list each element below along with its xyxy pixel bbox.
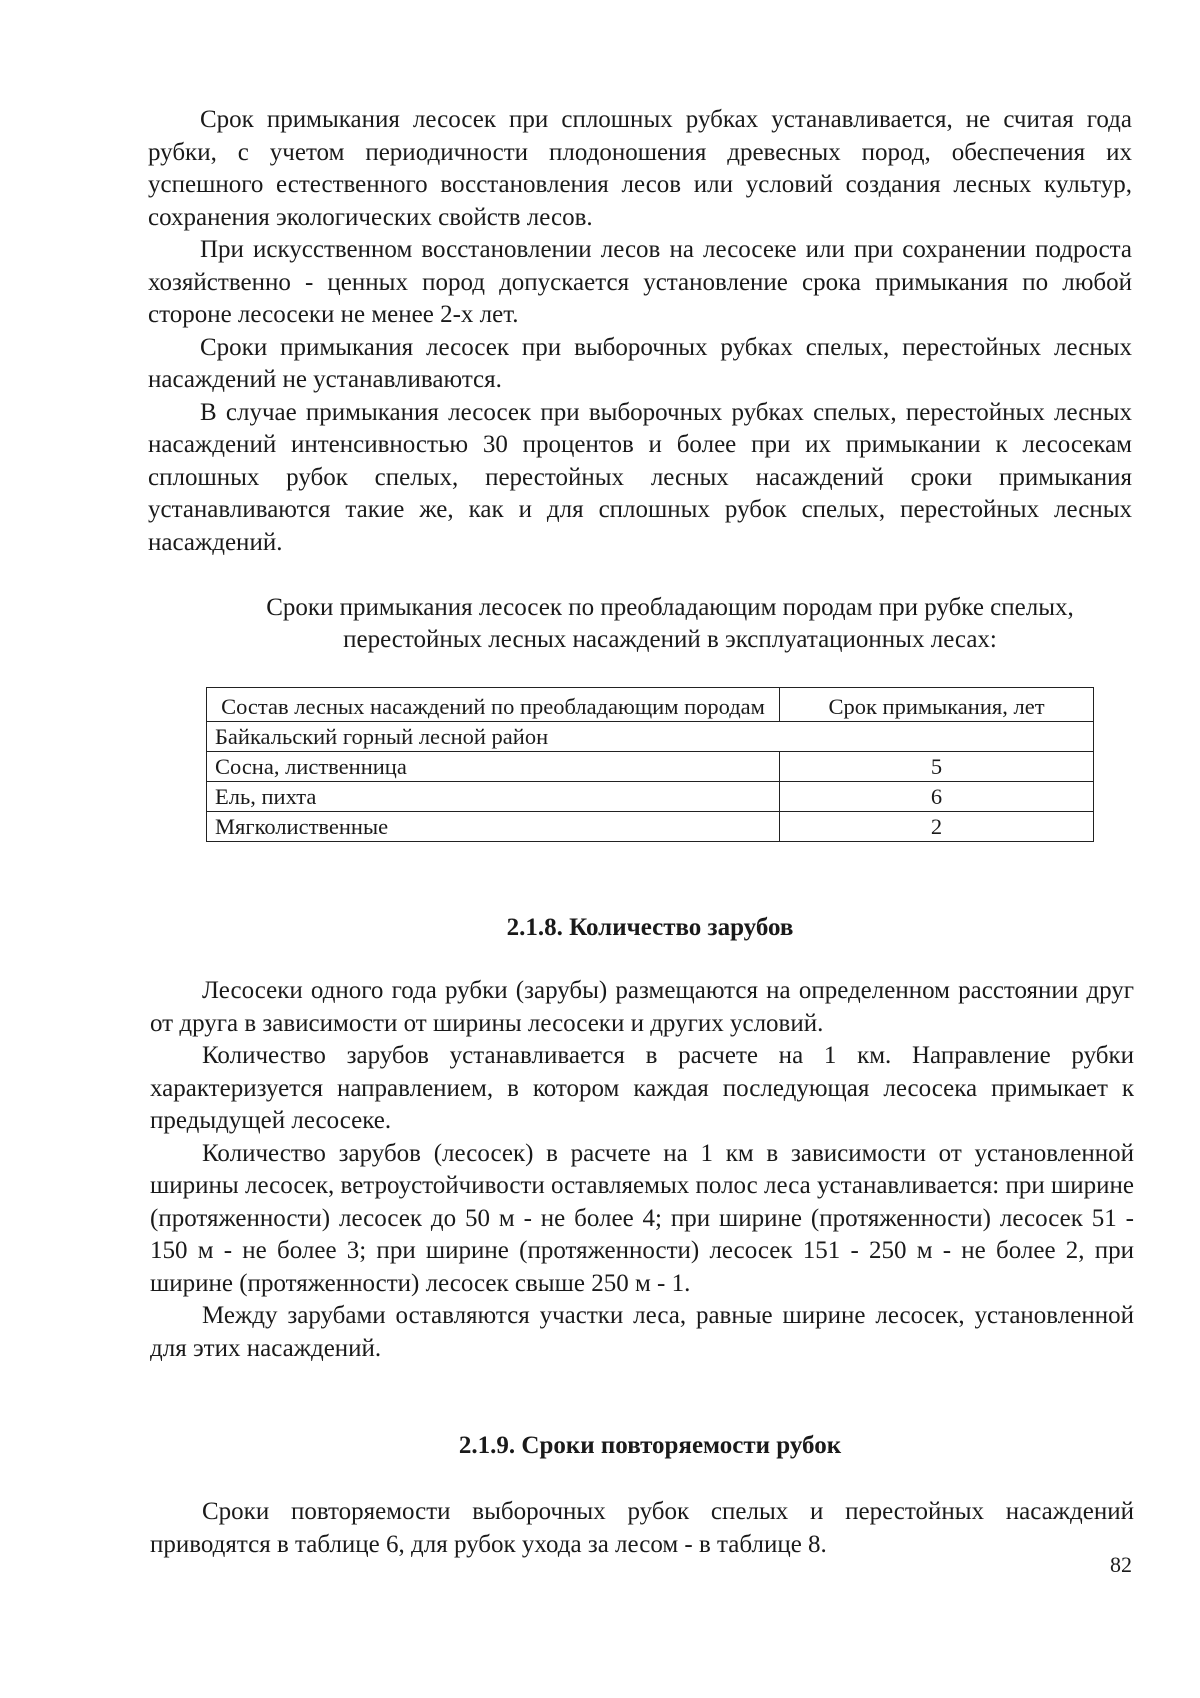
table-caption (190, 592, 1150, 656)
table-row (207, 782, 1094, 812)
table-cell-years: 5 (780, 752, 1094, 782)
table-row (207, 752, 1094, 782)
section-heading-2-1-9: 2.1.9. Сроки повторяемости рубок (458, 1432, 842, 1459)
paragraph: Количество зарубов (лесосек) в расчете на 1 км в зависимости от установленной ширины лесосек, ветроустойчивости оставляемых полос леса устанавливается: при ширине (протяженности) лесосек до 50 м - не более 4; при ширине (протяженности) лесосек 51 - 150 м - не более 3; при ширине (протяженности) лесосек 151 - 250 м - не более 2, при ширине (протяженности) лесосек свыше 250 м - 1. (150, 1139, 1134, 1297)
page-number: 82 (1110, 1552, 1132, 1577)
table-region: Байкальский горный лесной район (207, 722, 1094, 752)
table-cell-species: Ель, пихта (207, 782, 780, 812)
paragraph: Количество зарубов устанавливается в расчете на 1 км. Направление рубки характеризуется направлением, в котором каждая последующая лесосека примыкает к предыдущей лесосеке. (150, 1042, 1134, 1134)
paragraph: Лесосеки одного года рубки (зарубы) размещаются на определенном расстоянии друг от друга в зависимости от ширины лесосеки и других условий. (150, 977, 1134, 1037)
table-cell-species: Мягколиственные (207, 812, 780, 842)
adjacency-table (206, 687, 1094, 842)
paragraph: Сроки повторяемости выборочных рубок спелых и перестойных насаждений приводятся в таблице 6, для рубок ухода за лесом - в таблице 8. (150, 1498, 1134, 1558)
paragraph: Между зарубами оставляются участки леса, равные ширине лесосек, установленной для этих насаждений. (150, 1302, 1134, 1362)
section-heading-2-1-8: 2.1.8. Количество зарубов (506, 914, 794, 941)
paragraph: При искусственном восстановлении лесов на лесосеке или при сохранении подроста хозяйственно - ценных пород допускается установление срока примыкания по любой стороне лесосеки не менее 2-х лет. (148, 236, 1132, 328)
table-header-years: Срок примыкания, лет (780, 688, 1094, 722)
table-header-row (207, 688, 1094, 722)
table-row (207, 812, 1094, 842)
table-cell-years: 6 (780, 782, 1094, 812)
table-cell-species: Сосна, лиственница (207, 752, 780, 782)
table-header-species: Состав лесных насаждений по преобладающим породам (207, 688, 780, 722)
table-caption-line-1: Сроки примыкания лесосек по преобладающим породам при рубке спелых, (266, 594, 1074, 621)
paragraph: Сроки примыкания лесосек при выборочных рубках спелых, перестойных лесных насаждений не устанавливаются. (148, 333, 1132, 393)
paragraph: В случае примыкания лесосек при выборочных рубках спелых, перестойных лесных насаждений интенсивностью 30 процентов и более при их примыкании к лесосекам сплошных рубок спелых, перестойных лесных насаждений сроки примыкания устанавливаются такие же, как и для сплошных рубок спелых, перестойных лесных насаждений. (148, 398, 1132, 556)
table-cell-years: 2 (780, 812, 1094, 842)
section-2-1-9-text (150, 1496, 1134, 1561)
section-2-1-8-text (150, 975, 1134, 1365)
table-caption-line-2: перестойных лесных насаждений в эксплуатационных лесах: (343, 626, 997, 653)
paragraph: Срок примыкания лесосек при сплошных рубках устанавливается, не считая года рубки, с учетом периодичности плодоношения древесных пород, обеспечения их успешного естественного восстановления лесов или условий создания лесных культур, сохранения экологических свойств лесов. (148, 106, 1132, 231)
intro-text (148, 104, 1132, 559)
table-region-row (207, 722, 1094, 752)
